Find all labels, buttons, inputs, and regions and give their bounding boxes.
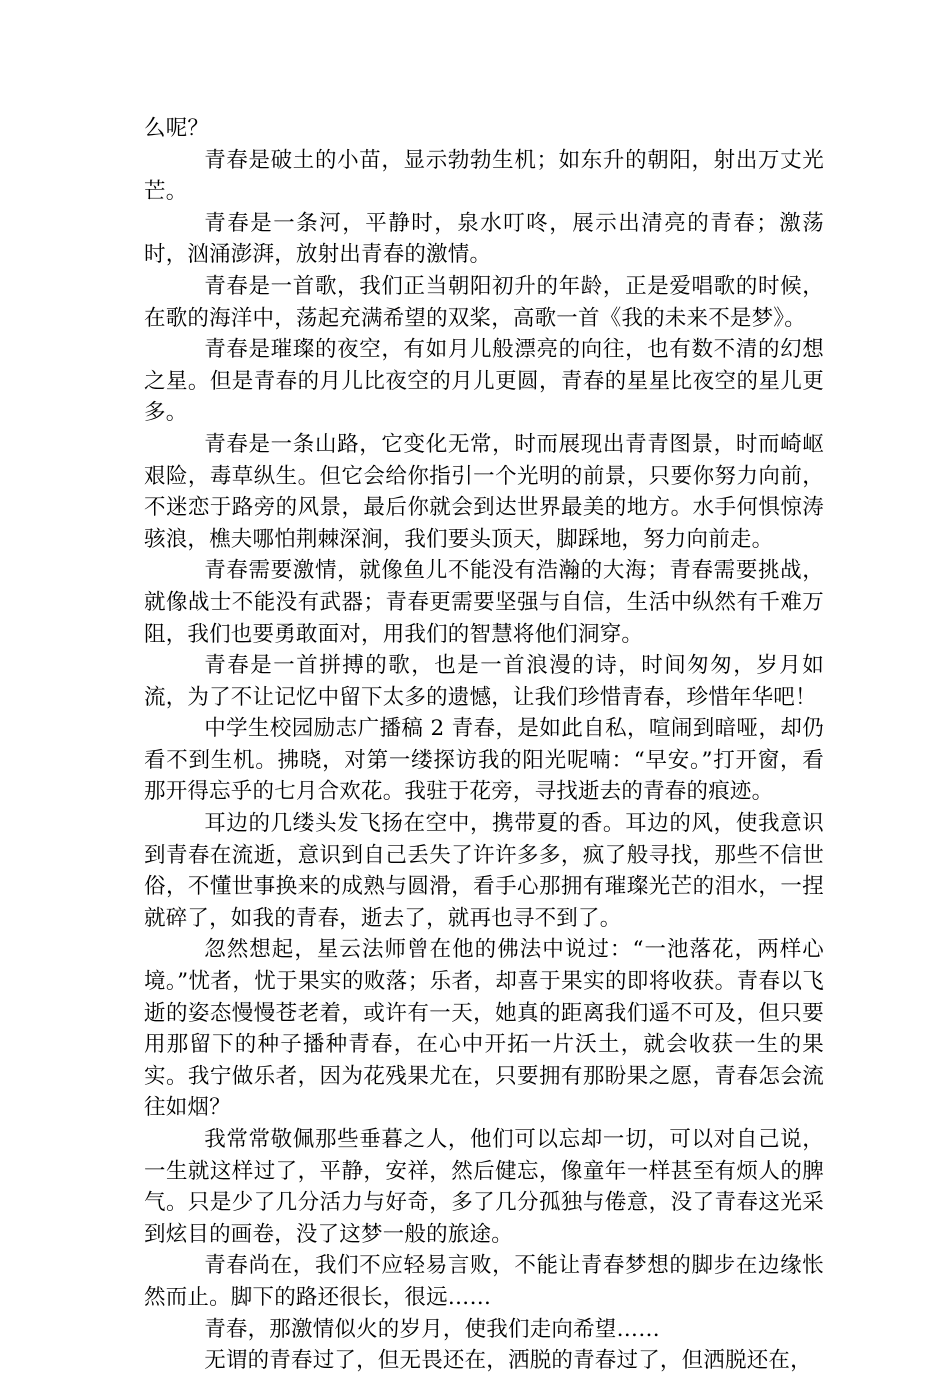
paragraph-8: 青春是一首拼搏的歌，也是一首浪漫的诗，时间匆匆，岁月如流，为了不让记忆中留下太多的遗憾，让我们珍惜青春，珍惜年华吧！: [144, 653, 824, 710]
paragraph-1: 么呢？: [144, 116, 210, 141]
paragraph-15: 无谓的青春过了，但无畏还在，洒脱的青春过了，但洒脱还在，: [204, 1348, 812, 1374]
paragraph-13: 青春尚在，我们不应轻易言败，不能让青春梦想的脚步在边缘怅然而止。脚下的路还很长，很远……: [144, 1253, 824, 1310]
paragraph-12: 我常常敬佩那些垂暮之人，他们可以忘却一切，可以对自己说，一生就这样过了，平静，安祥，然后健忘，像童年一样甚至有烦人的脾气。只是少了几分活力与好奇，多了几分孤独与倦意，没了青春这光采到炫目的画卷，没了这梦一般的旅途。: [144, 1127, 824, 1247]
paragraph-2: 青春是破土的小苗，显示勃勃生机；如东升的朝阳，射出万丈光芒。: [144, 147, 824, 205]
paragraph-11: 忽然想起，星云法师曾在他的佛法中说过：“一池落花，两样心境。”忧者，忧于果实的败落；乐者，却喜于果实的即将收获。青春以飞逝的姿态慢慢苍老着，或许有一天，她真的距离我们遥不可及，但只要用那留下的种子播种青春，在心中开拓一片沃土，就会收获一生的果实。我宁做乐者，因为花残果尤在，只要拥有那盼果之愿，青春怎会流往如烟？: [144, 937, 824, 1121]
paragraph-10: 耳边的几缕头发飞扬在空中，携带夏的香。耳边的风，使我意识到青春在流逝，意识到自己丢失了许许多多，疯了般寻找，那些不信世俗，不懂世事换来的成熟与圆滑，看手心那拥有璀璨光芒的泪水，一捏就碎了，如我的青春，逝去了，就再也寻不到了。: [144, 811, 824, 931]
paragraph-4: 青春是一首歌，我们正当朝阳初升的年龄，正是爱唱歌的时候，在歌的海洋中，荡起充满希望的双桨，高歌一首《我的未来不是梦》。: [144, 273, 824, 331]
paragraph-5: 青春是璀璨的夜空，有如月儿般漂亮的向往，也有数不清的幻想之星。但是青春的月儿比夜空的月儿更圆，青春的星星比夜空的星儿更多。: [144, 337, 824, 426]
paragraph-3: 青春是一条河，平静时，泉水叮咚，展示出清亮的青春；激荡时，汹涌澎湃，放射出青春的激情。: [144, 210, 824, 268]
paragraph-14: 青春，那激情似火的岁月，使我们走向希望……: [204, 1316, 660, 1342]
paragraph-9: 中学生校园励志广播稿 2 青春，是如此自私，喧闹到暗哑，却仍看不到生机。拂晓，对第一缕探访我的阳光呢喃：“早安。”打开窗，看那开得忘乎的七月合欢花。我驻于花旁，寻找逝去的青春的痕迹。: [144, 716, 824, 805]
document-page: [144, 113, 824, 1377]
paragraph-6: 青春是一条山路，它变化无常，时而展现出青青图景，时而崎岖艰险，毒草纵生。但它会给你指引一个光明的前景，只要你努力向前，不迷恋于路旁的风景，最后你就会到达世界最美的地方。水手何惧惊涛骇浪，樵夫哪怕荆棘深涧，我们要头顶天，脚踩地，努力向前走。: [144, 431, 824, 552]
paragraph-7: 青春需要激情，就像鱼儿不能没有浩瀚的大海；青春需要挑战，就像战士不能没有武器；青春更需要坚强与自信，生活中纵然有千难万阻，我们也要勇敢面对，用我们的智慧将他们洞穿。: [144, 558, 824, 647]
